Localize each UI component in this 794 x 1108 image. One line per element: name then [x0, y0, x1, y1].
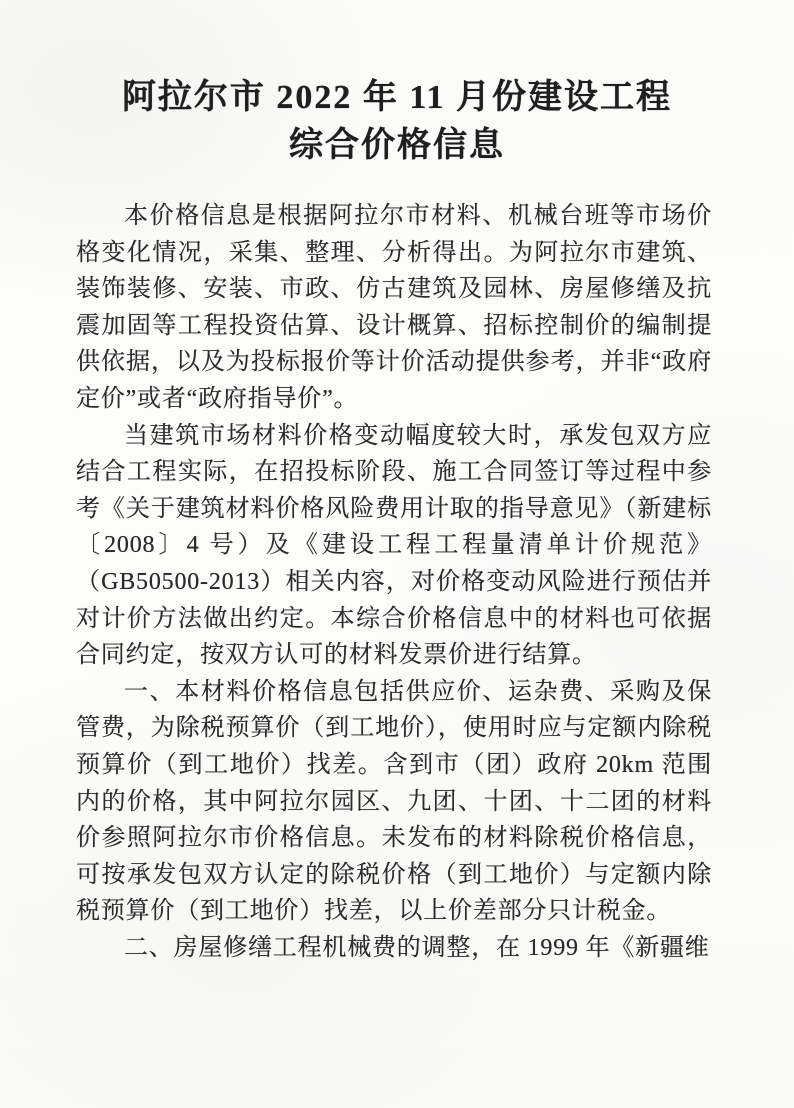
paragraph-intro: 本价格信息是根据阿拉尔市材料、机械台班等市场价格变化情况，采集、整理、分析得出。为阿拉尔市建筑、装饰装修、安装、市政、仿古建筑及园林、房屋修缮及抗震加固等工程投资估算、设计概算、招标控制价的编制提供依据，以及为投标报价等计价活动提供参考，并非“政府定价”或者“政府指导价”。 — [76, 203, 712, 412]
paragraph-item-1-material-price-scope: 一、本材料价格信息包括供应价、运杂费、采购及保管费，为除税预算价（到工地价），使用时应与定额内除税预算价（到工地价）找差。含到市（团）政府 20km 范围内的价格，其中阿拉尔园区、九团、十团、十二团的材料价参照阿拉尔市价格信息。未发布的材料除税价格信息，可按承发包双方认定的除税价格（到工地价）与定额内除税预算价（到工地价）找差，以上价差部分只计税金。 — [76, 678, 712, 925]
document-title-line-1: 阿拉尔市 2022 年 11 月份建设工程 — [121, 79, 673, 116]
document-title-line-2: 综合价格信息 — [289, 127, 505, 164]
paragraph-item-2-repair-machinery-truncated: 二、房屋修缮工程机械费的调整，在 1999 年《新疆维 — [124, 934, 710, 961]
document-title — [0, 74, 794, 170]
document-body — [76, 198, 712, 966]
paragraph-price-risk-guidance: 当建筑市场材料价格变动幅度较大时，承发包双方应结合工程实际，在招投标阶段、施工合同签订等过程中参考《关于建筑材料价格风险费用计取的指导意见》（新建标〔2008〕4 号）及《建设工程工程量清单计价规范》（GB50500-2013）相关内容，对价格变动风险进行预估并对计价方法做出约定。本综合价格信息中的材料也可依据合同约定，按双方认可的材料发票价进行结算。 — [76, 422, 712, 669]
